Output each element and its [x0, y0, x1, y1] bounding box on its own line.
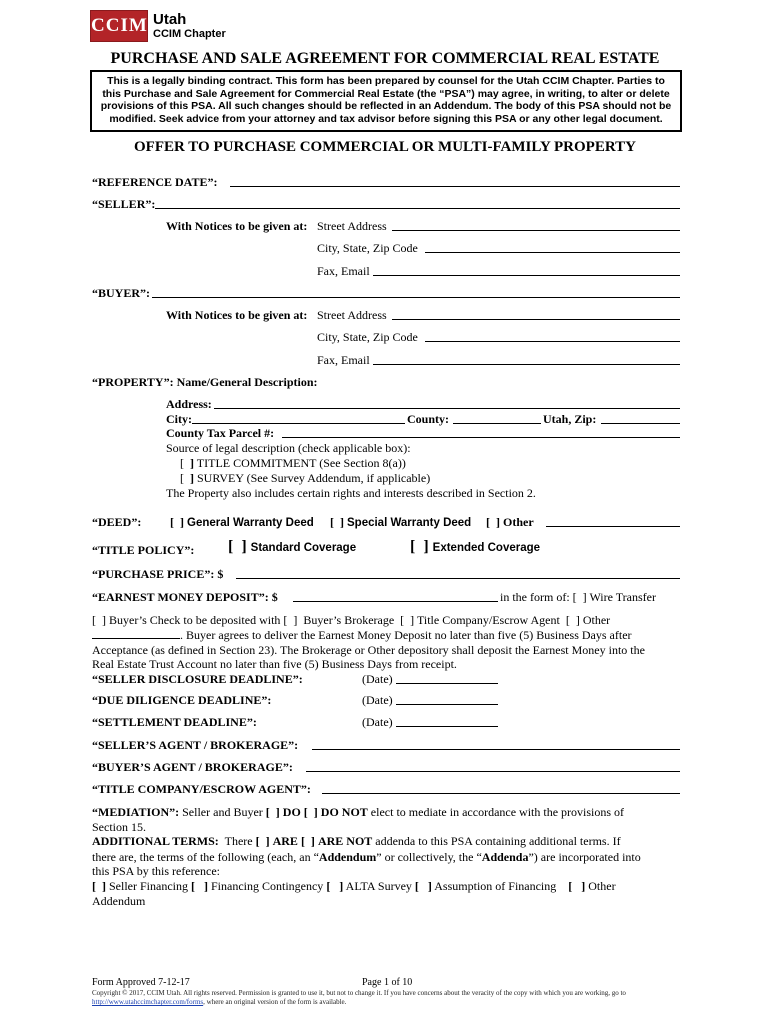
- addendum-word: Addendum: [92, 894, 146, 908]
- extended-coverage-option[interactable]: [ ] Extended Coverage: [410, 538, 541, 555]
- settlement-date-field[interactable]: [396, 726, 498, 727]
- title-escrow-label[interactable]: Title Company/Escrow Agent: [416, 613, 560, 627]
- title-company-field[interactable]: [322, 793, 680, 794]
- earnest-other-label[interactable]: Other: [582, 613, 611, 627]
- tax-parcel-label: County Tax Parcel #:: [166, 426, 275, 440]
- offer-subtitle: OFFER TO PURCHASE COMMERCIAL OR MULTI-FAMILY PROPERTY: [133, 139, 636, 155]
- addendum-term: Addendum: [318, 850, 377, 864]
- org-name: Utah: [153, 11, 187, 28]
- seller-fax-field[interactable]: [373, 275, 680, 276]
- utah-zip-label: Utah, Zip:: [543, 412, 597, 426]
- tax-parcel-field[interactable]: [282, 437, 680, 438]
- seller-city-field[interactable]: [425, 252, 680, 253]
- legal-notice-box: [90, 70, 682, 132]
- buyers-brokerage-label[interactable]: Buyer’s Brokerage: [303, 613, 395, 627]
- legal-notice-text: This is a legally binding contract. This form has been prepared by counsel for the Utah CCIM Chapter. Parties to this Purchase and Sale Agreement for Commercial Real Estate (the “PSA”) may agree, in writing, to alter or delete provisions of this PSA. All such changes should be reflected in an Addendum. The body of this PSA should not be modified. Seek advice from your attorney and tax advisor before signing this PSA or any other legal document.: [100, 75, 672, 125]
- mediation-line: “MEDIATION”: Seller and Buyer [ ] DO [ ] DO NOT elect to mediate in accordance with the provisions of: [92, 805, 625, 819]
- seller-fax-label: Fax, Email: [317, 264, 370, 278]
- city-label: City:: [166, 412, 192, 426]
- address-field[interactable]: [214, 408, 680, 409]
- deed-special-option[interactable]: [ ] Special Warranty Deed: [330, 515, 472, 529]
- earnest-text-2: Acceptance (as defined in Section 23). The Brokerage or Other depository shall deposit the Earnest Money into the: [92, 643, 645, 657]
- property-label: “PROPERTY”: Name/General Description:: [92, 375, 318, 389]
- alta-survey-option[interactable]: ALTA Survey: [345, 879, 412, 893]
- copyright-notice: [92, 989, 680, 1007]
- buyer-label: “BUYER”:: [92, 286, 151, 300]
- settlement-deadline-label: “SETTLEMENT DEADLINE”:: [92, 715, 257, 729]
- title-commitment-option[interactable]: [ ] TITLE COMMITMENT (See Section 8(a)): [180, 456, 406, 470]
- buyer-street-label: Street Address: [317, 308, 387, 322]
- logo-text: CCIM: [91, 15, 148, 36]
- additional-terms-label: ADDITIONAL TERMS:: [92, 834, 219, 848]
- title-commitment-label: TITLE COMMITMENT (See Section 8(a)): [196, 456, 406, 470]
- additional-terms-there: There: [224, 834, 253, 848]
- buyer-agent-label: “BUYER’S AGENT / BROKERAGE”:: [92, 760, 293, 774]
- standard-coverage-option[interactable]: [ ] Standard Coverage: [228, 538, 357, 555]
- seller-disclosure-date-label: (Date): [362, 672, 393, 686]
- seller-disclosure-date-field[interactable]: [396, 683, 498, 684]
- due-diligence-date-label: (Date): [362, 693, 393, 707]
- mediation-section: Section 15.: [92, 820, 146, 834]
- seller-field[interactable]: [155, 208, 680, 209]
- earnest-deposit-options: [ ] Buyer’s Check to be deposited with [ ] Buyer’s Brokerage [ ] Title Company/Escrow Agent [ ] Other: [92, 613, 611, 627]
- county-label: County:: [407, 412, 450, 426]
- deed-general-option[interactable]: [ ] General Warranty Deed: [170, 515, 314, 529]
- deed-other-option[interactable]: [ ] Other: [486, 515, 534, 529]
- standard-coverage-label: Standard Coverage: [250, 542, 357, 554]
- earnest-text-3: Real Estate Trust Account no later than five (5) Business Days from receipt.: [92, 657, 457, 671]
- additional-terms-are-option[interactable]: ARE: [272, 834, 298, 848]
- org-chapter: CCIM Chapter: [153, 28, 226, 40]
- mediation-seller-buyer: Seller and Buyer: [182, 805, 263, 819]
- reference-date-field[interactable]: [230, 186, 680, 187]
- deed-special-label: Special Warranty Deed: [347, 517, 472, 529]
- mediation-do-option[interactable]: DO: [282, 805, 301, 819]
- copyright-text: Copyright © 2017, CCIM Utah. All rights reserved. Permission is granted to use it, but not to change it. If you have concerns about the veracity of the copy with which you are working, go to: [92, 989, 626, 997]
- buyer-city-field[interactable]: [425, 341, 680, 342]
- mediation-do-not-option[interactable]: DO NOT: [320, 805, 368, 819]
- seller-street-label: Street Address: [317, 219, 387, 233]
- forms-link[interactable]: http://www.utahccimchapter.com/forms: [92, 998, 204, 1006]
- title-company-label: “TITLE COMPANY/ESCROW AGENT”:: [92, 782, 311, 796]
- earnest-money-field[interactable]: [293, 601, 498, 602]
- deed-general-label: General Warranty Deed: [187, 517, 314, 529]
- settlement-date-label: (Date): [362, 715, 393, 729]
- seller-financing-option[interactable]: Seller Financing: [109, 879, 188, 893]
- deed-other-label: Other: [503, 515, 534, 529]
- earnest-form-of: in the form of: [ ] Wire Transfer: [500, 590, 656, 604]
- document-title: PURCHASE AND SALE AGREEMENT FOR COMMERCIAL REAL ESTATE: [110, 50, 660, 67]
- survey-option[interactable]: [ ] SURVEY (See Survey Addendum, if applicable): [180, 471, 431, 485]
- addenda-text-a: there are, the terms of the following (each, an “: [92, 850, 319, 864]
- title-policy-label: “TITLE POLICY”:: [92, 543, 195, 557]
- additional-terms-line-3: this PSA by this reference:: [92, 864, 220, 878]
- form-approved: Form Approved 7-12-17: [92, 977, 190, 988]
- deed-label: “DEED”:: [92, 515, 142, 529]
- buyer-city-label: City, State, Zip Code: [317, 330, 418, 344]
- buyer-notices-label: With Notices to be given at:: [166, 308, 308, 322]
- seller-label: “SELLER”:: [92, 197, 156, 211]
- rights-note: The Property also includes certain rights and interests described in Section 2.: [166, 486, 536, 500]
- assumption-financing-option[interactable]: Assumption of Financing: [434, 879, 557, 893]
- seller-disclosure-deadline-label: “SELLER DISCLOSURE DEADLINE”:: [92, 672, 303, 686]
- zip-field[interactable]: [601, 423, 680, 424]
- additional-terms-line: ADDITIONAL TERMS: There [ ] ARE [ ] ARE NOT addenda to this PSA containing additional terms. If: [92, 834, 621, 848]
- addenda-term: Addenda: [481, 850, 529, 864]
- seller-city-label: City, State, Zip Code: [317, 241, 418, 255]
- seller-agent-label: “SELLER’S AGENT / BROKERAGE”:: [92, 738, 299, 752]
- addenda-text-c: ”) are incorporated into: [528, 850, 641, 864]
- form-of-label: in the form of:: [500, 590, 570, 604]
- addenda-text-b: ” or collectively, the “: [376, 850, 482, 864]
- county-field[interactable]: [453, 423, 541, 424]
- additional-terms-rest: addenda to this PSA containing additional terms. If: [375, 834, 621, 848]
- addendum-options: [ ] Seller Financing [ ] Financing Contingency [ ] ALTA Survey [ ] Assumption of Financing [ ] Other: [92, 879, 616, 893]
- seller-agent-field[interactable]: [312, 749, 680, 750]
- additional-terms-line-2: [92, 850, 641, 864]
- buyer-agent-field[interactable]: [306, 771, 680, 772]
- earnest-money-label: “EARNEST MONEY DEPOSIT”: $: [92, 590, 278, 604]
- earnest-text-1: . Buyer agrees to deliver the Earnest Money Deposit no later than five (5) Business Days after: [180, 628, 632, 642]
- city-field[interactable]: [192, 423, 405, 424]
- financing-contingency-option[interactable]: Financing Contingency: [210, 879, 324, 893]
- buyers-check-label[interactable]: Buyer’s Check to be deposited with: [109, 613, 281, 627]
- mediation-rest: elect to mediate in accordance with the provisions of: [370, 805, 625, 819]
- survey-label: SURVEY (See Survey Addendum, if applicable): [197, 471, 431, 485]
- buyer-fax-field[interactable]: [373, 364, 680, 365]
- reference-date-label: “REFERENCE DATE”:: [92, 175, 218, 189]
- address-label: Address:: [166, 397, 212, 411]
- due-diligence-deadline-label: “DUE DILIGENCE DEADLINE”:: [92, 693, 272, 707]
- buyer-field[interactable]: [152, 297, 680, 298]
- seller-street-field[interactable]: [392, 230, 680, 231]
- earnest-other-field[interactable]: [92, 638, 180, 639]
- due-diligence-date-field[interactable]: [396, 704, 498, 705]
- additional-terms-are-not-option[interactable]: ARE NOT: [317, 834, 373, 848]
- other-addendum-option[interactable]: Other: [588, 879, 616, 893]
- extended-coverage-label: Extended Coverage: [432, 542, 541, 554]
- buyer-street-field[interactable]: [392, 319, 680, 320]
- page-number: Page 1 of 10: [362, 977, 413, 988]
- copyright-end: , where an original version of the form is available.: [203, 998, 347, 1006]
- mediation-label: “MEDIATION”:: [92, 805, 180, 819]
- buyer-fax-label: Fax, Email: [317, 353, 370, 367]
- deed-other-field[interactable]: [546, 526, 680, 527]
- purchase-price-field[interactable]: [236, 578, 680, 579]
- legal-source-text: Source of legal description (check applicable box):: [166, 441, 411, 455]
- seller-notices-label: With Notices to be given at:: [166, 219, 308, 233]
- wire-transfer-label[interactable]: Wire Transfer: [589, 590, 656, 604]
- ccim-logo: [90, 10, 148, 42]
- purchase-price-label: “PURCHASE PRICE”: $: [92, 567, 224, 581]
